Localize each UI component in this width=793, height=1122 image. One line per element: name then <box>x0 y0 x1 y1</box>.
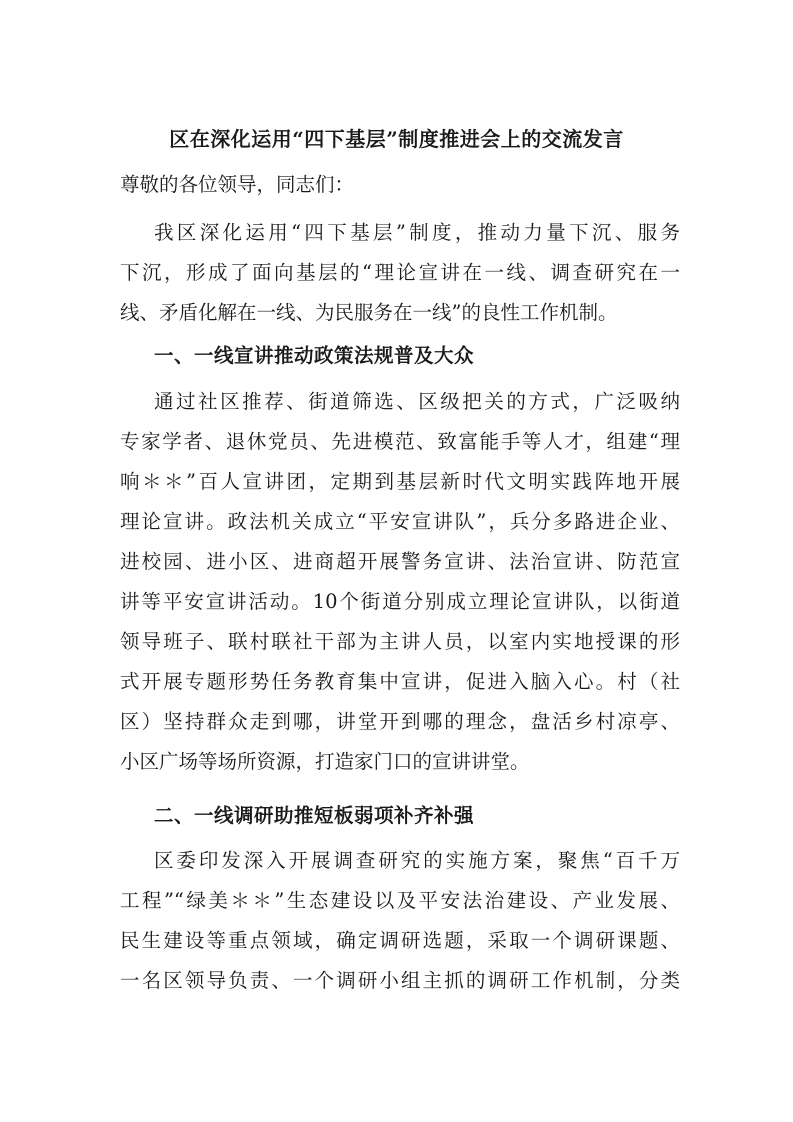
section-2-line-4: 一名区领导负责、一个调研小组主抓的调研工作机制，分类 <box>120 969 680 992</box>
document-title: 区在深化运用“四下基层”制度推进会上的交流发言 <box>169 127 624 151</box>
section-2-line-1: 区委印发深入开展调查研究的实施方案，聚焦“百千万 <box>154 849 680 872</box>
intro-line-3: 线、矛盾化解在一线、为民服务在一线”的良性工作机制。 <box>120 301 618 324</box>
section-1-line-5: 进校园、进小区、进商超开展警务宣讲、法治宣讲、防范宣 <box>120 550 680 573</box>
section-1-line-4: 理论宣讲。政法机关成立“平安宣讲队”，兵分多路进企业、 <box>120 510 680 533</box>
section-1-line-2: 专家学者、退休党员、先进模范、致富能手等人才，组建“理 <box>120 430 680 453</box>
section-1-line-6: 讲等平安宣讲活动。10个街道分别成立理论宣讲队，以街道 <box>120 590 680 613</box>
section-1-line-3: 响＊＊”百人宣讲团，定期到基层新时代文明实践阵地开展 <box>120 470 680 493</box>
section-1-line-1: 通过社区推荐、街道筛选、区级把关的方式，广泛吸纳 <box>154 390 680 413</box>
section-1-line-7: 领导班子、联村联社干部为主讲人员，以室内实地授课的形 <box>120 630 680 653</box>
section-1-heading: 一、一线宣讲推动政策法规普及大众 <box>154 344 475 367</box>
section-2-heading: 二、一线调研助推短板弱项补齐补强 <box>154 804 475 827</box>
section-1-line-9: 区）坚持群众走到哪，讲堂开到哪的理念，盘活乡村凉亭、 <box>120 710 680 733</box>
section-2-line-3: 民生建设等重点领域，确定调研选题，采取一个调研课题、 <box>120 929 680 952</box>
intro-line-2: 下沉，形成了面向基层的“理论宣讲在一线、调查研究在一 <box>120 261 680 284</box>
intro-line-1: 我区深化运用“四下基层”制度，推动力量下沉、服务 <box>154 221 680 244</box>
section-2-line-2: 工程”“绿美＊＊”生态建设以及平安法治建设、产业发展、 <box>120 889 680 912</box>
salutation: 尊敬的各位领导，同志们： <box>120 173 355 196</box>
section-1-line-8: 式开展专题形势任务教育集中宣讲，促进入脑入心。村（社 <box>120 670 680 693</box>
section-1-line-10: 小区广场等场所资源，打造家门口的宣讲讲堂。 <box>120 750 530 773</box>
